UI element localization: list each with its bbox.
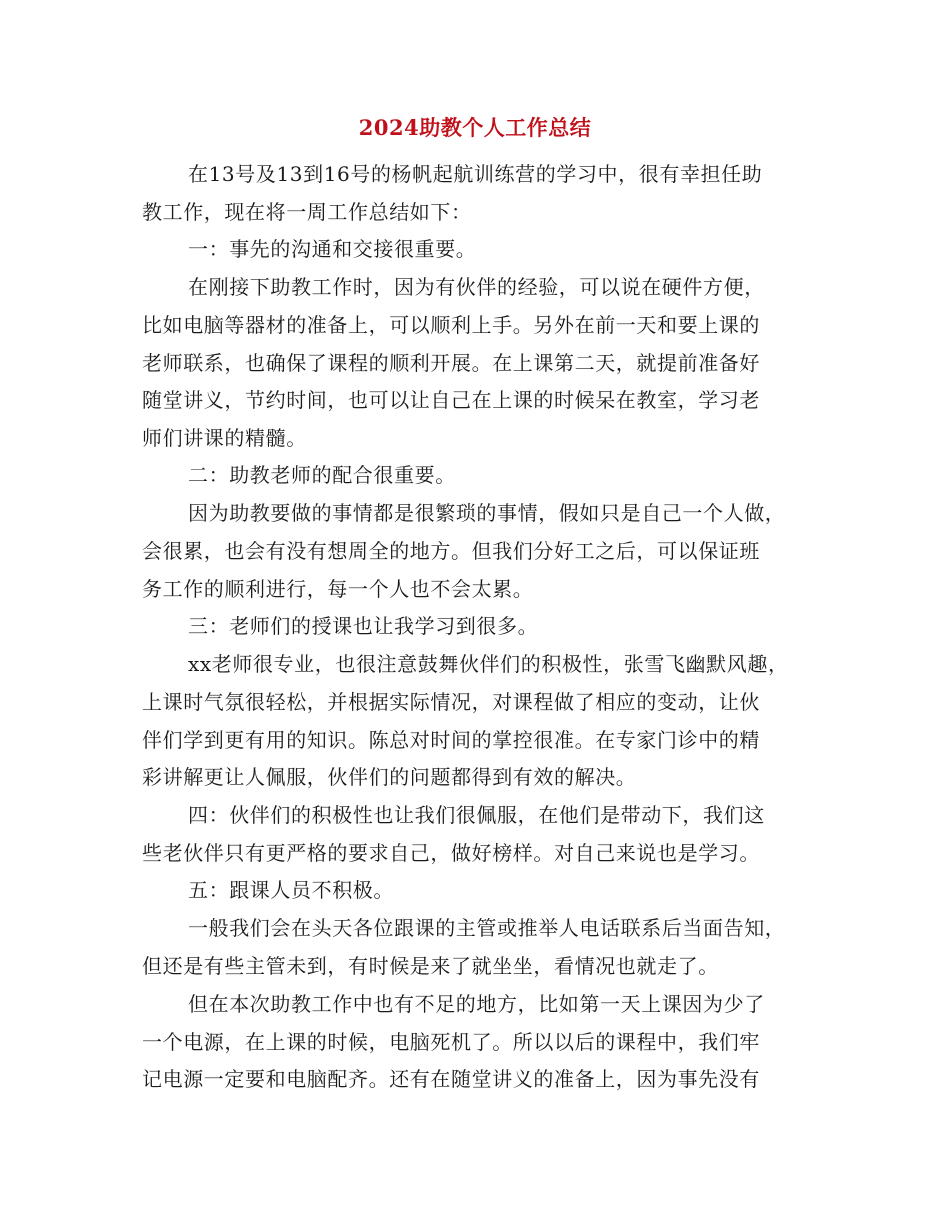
section-heading: 二：助教老师的配合很重要。 [188, 463, 456, 487]
section-heading: 三：老师们的授课也让我学习到很多。 [188, 614, 539, 638]
paragraph-line: 上课时气氛很轻松，并根据实际情况，对课程做了相应的变动，让伙 [142, 690, 760, 714]
paragraph-line: 教工作，现在将一周工作总结如下： [142, 200, 472, 224]
paragraph-line: 一个电源，在上课的时候，电脑死机了。所以以后的课程中，我们牢 [142, 1030, 760, 1054]
paragraph-line: 彩讲解更让人佩服，伙伴们的问题都得到有效的解决。 [142, 765, 637, 789]
document-title: 2024助教个人工作总结 [358, 115, 592, 140]
paragraph-line: 一般我们会在头天各位跟课的主管或推举人电话联系后当面告知， [188, 916, 786, 940]
paragraph-line: 在刚接下助教工作时，因为有伙伴的经验，可以说在硬件方便， [188, 275, 765, 299]
section-heading: 五：跟课人员不积极。 [188, 878, 394, 902]
paragraph-line: 因为助教要做的事情都是很繁琐的事情，假如只是自己一个人做， [188, 501, 786, 525]
paragraph-line: 务工作的顺利进行，每一个人也不会太累。 [142, 577, 534, 601]
paragraph-line: 伴们学到更有用的知识。陈总对时间的掌控很准。在专家门诊中的精 [142, 728, 760, 752]
paragraph-line: 比如电脑等器材的准备上，可以顺利上手。另外在前一天和要上课的 [142, 313, 760, 337]
paragraph-line: 老师联系，也确保了课程的顺利开展。在上课第二天，就提前准备好 [142, 351, 760, 375]
paragraph-line: 但在本次助教工作中也有不足的地方，比如第一天上课因为少了 [188, 992, 765, 1016]
paragraph-line: 随堂讲义，节约时间，也可以让自己在上课的时候呆在教室，学习老 [142, 388, 760, 412]
section-heading: 一：事先的沟通和交接很重要。 [188, 237, 477, 261]
paragraph-line: 在13号及13到16号的杨帆起航训练营的学习中，很有幸担任助 [188, 162, 763, 186]
paragraph-line: xx老师很专业，也很注意鼓舞伙伴们的积极性，张雪飞幽默风趣， [188, 652, 789, 676]
section-heading: 四：伙伴们的积极性也让我们很佩服，在他们是带动下，我们这 [188, 803, 765, 827]
paragraph-line: 会很累，也会有没有想周全的地方。但我们分好工之后，可以保证班 [142, 539, 760, 563]
paragraph-line: 师们讲课的精髓。 [142, 426, 307, 450]
paragraph-line: 记电源一定要和电脑配齐。还有在随堂讲义的准备上，因为事先没有 [142, 1067, 760, 1091]
paragraph-line: 些老伙伴只有更严格的要求自己，做好榜样。对自己来说也是学习。 [142, 841, 760, 865]
paragraph-line: 但还是有些主管未到，有时候是来了就坐坐，看情况也就走了。 [142, 954, 719, 978]
